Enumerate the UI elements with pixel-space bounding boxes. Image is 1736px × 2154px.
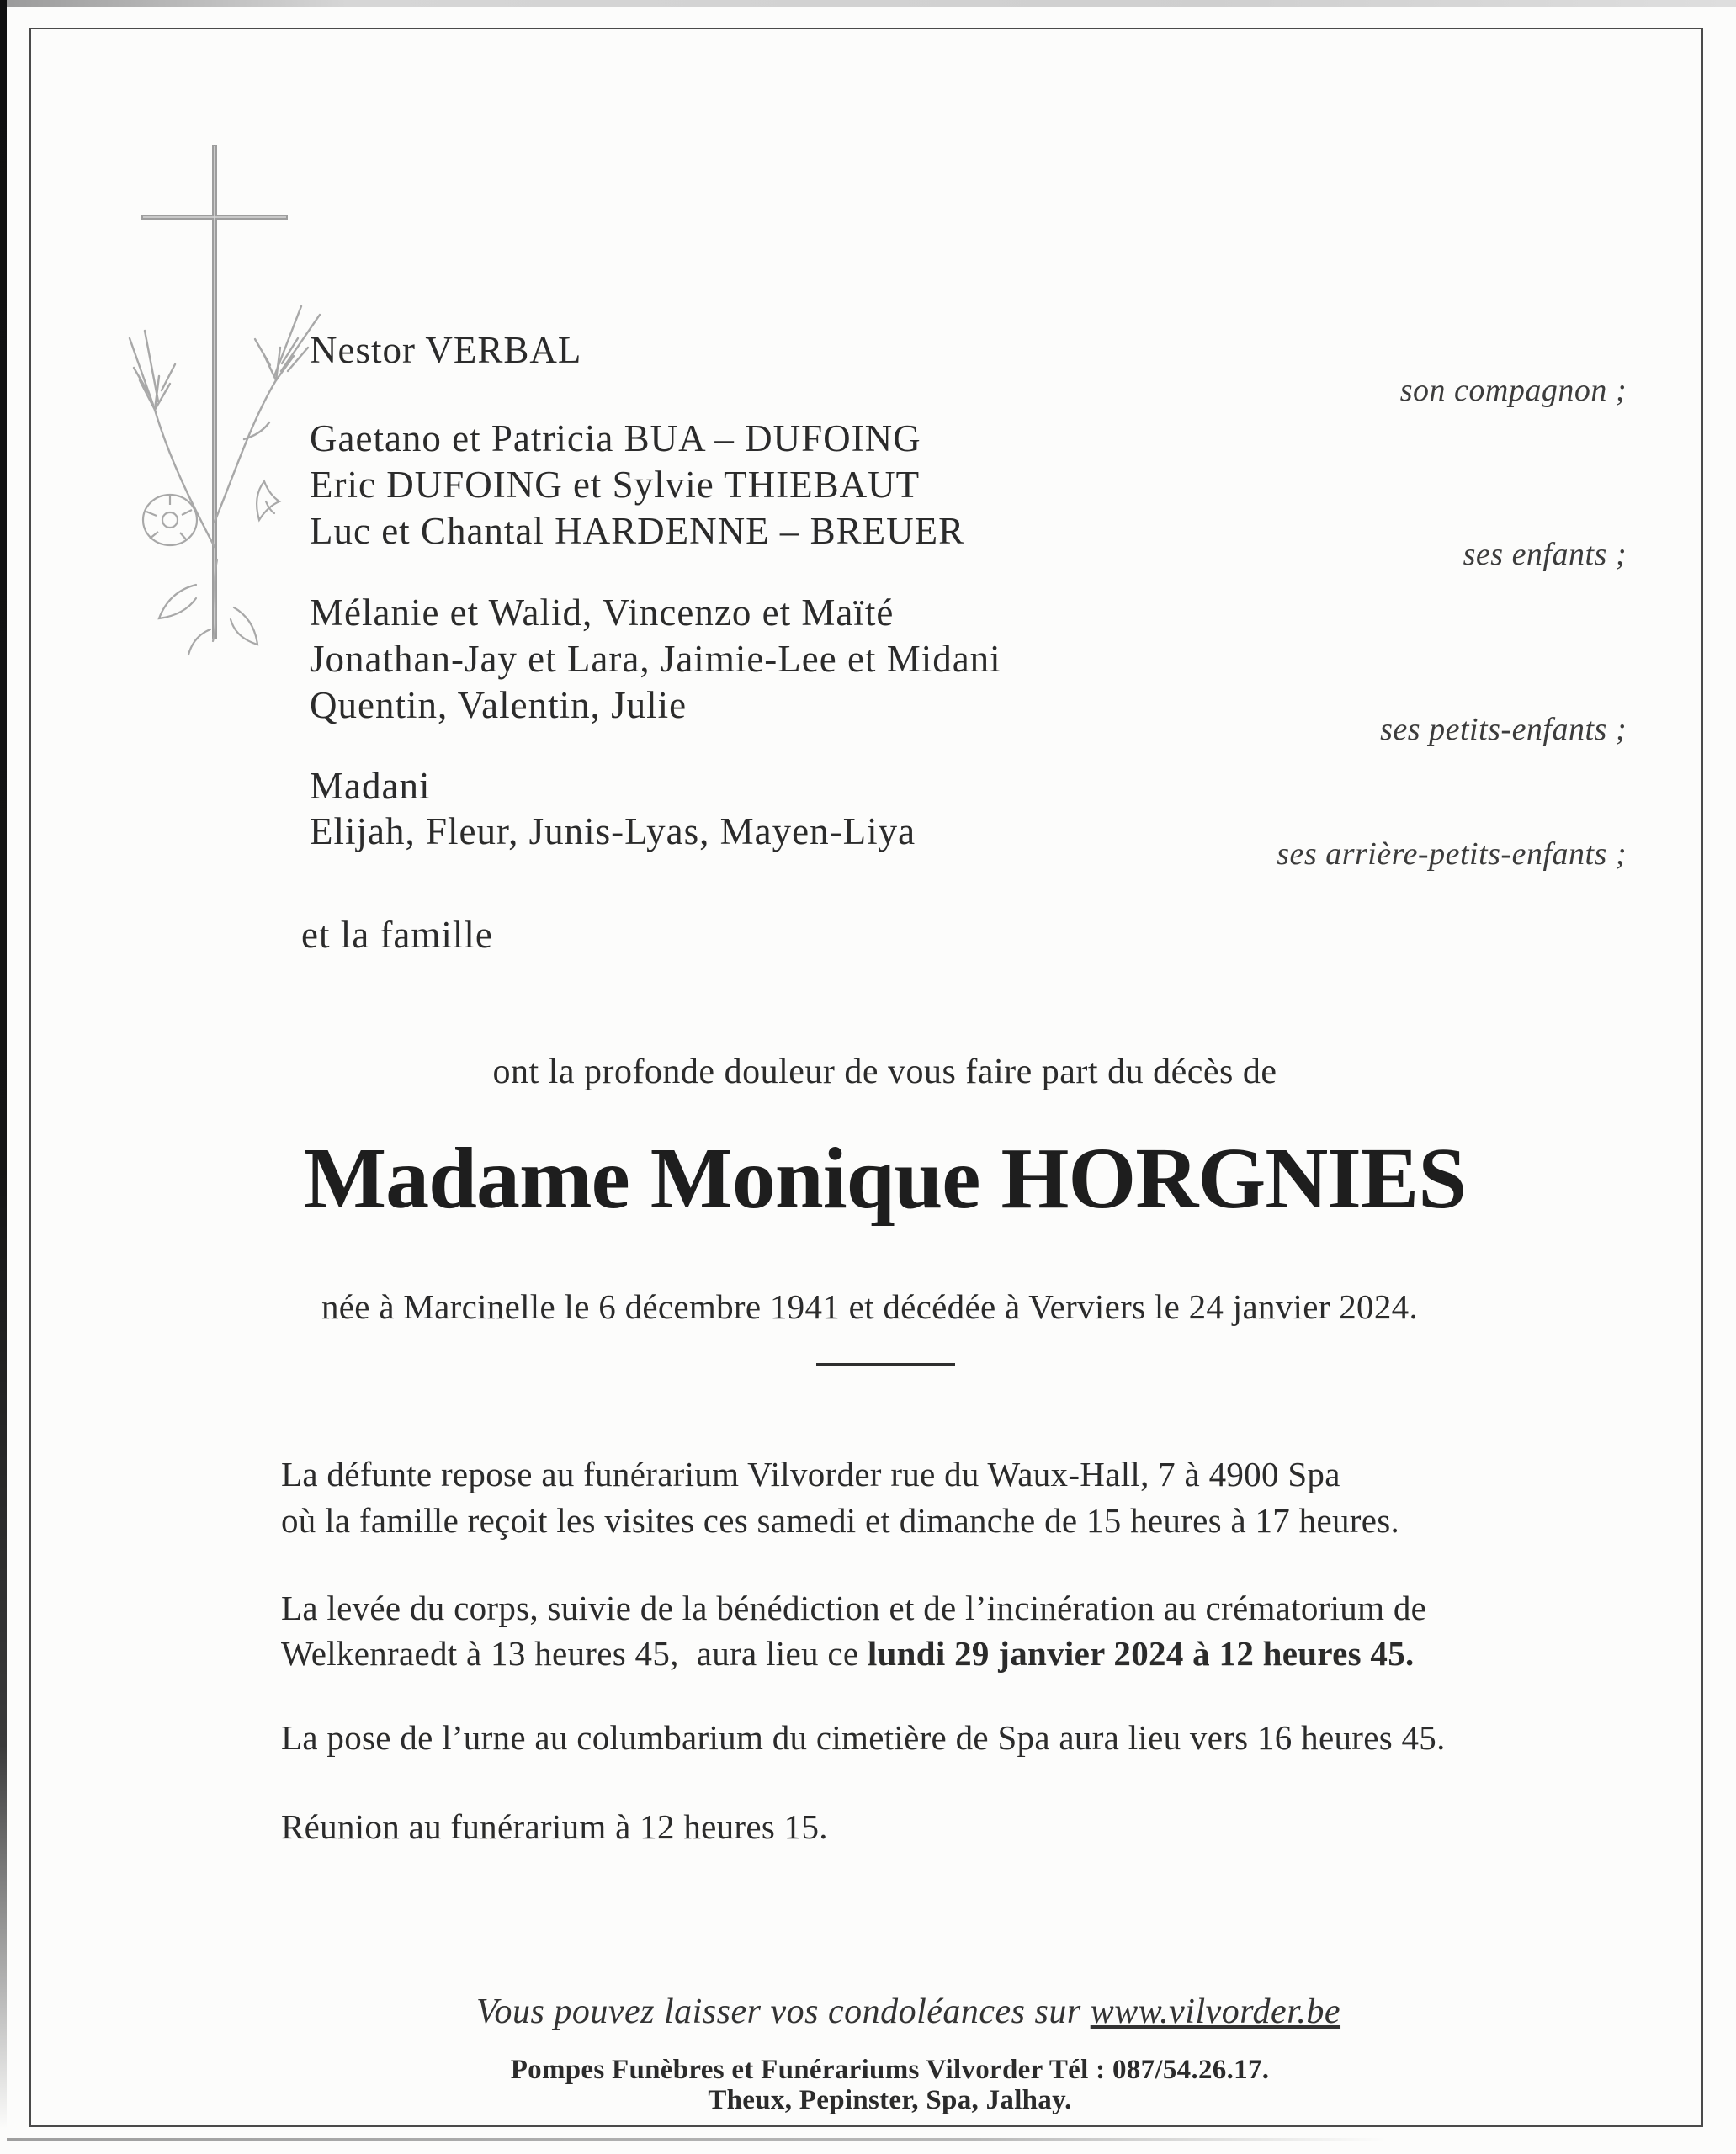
family-suffix-line: et la famille [301, 914, 493, 956]
wheat-ear-left-icon [130, 331, 215, 547]
mourner-name-line: Luc et Chantal HARDENNE – BREUER [310, 510, 965, 552]
cross-with-wheat-and-flowers-illustration [109, 126, 362, 665]
mourner-name-line: Quentin, Valentin, Julie [310, 684, 687, 726]
scan-edge-left [0, 0, 7, 2129]
funeral-home-locations: Theux, Pepinster, Spa, Jalhay. [708, 2085, 1072, 2115]
flower-bud-icon [257, 481, 279, 520]
life-dates-line: née à Marcinelle le 6 décembre 1941 et décédée à Verviers le 24 janvier 2024. [321, 1287, 1418, 1326]
intro-line: ont la profonde douleur de vous faire part du décès de [492, 1053, 1277, 1091]
mourner-name-line: Jonathan-Jay et Lara, Jaimie-Lee et Midani [310, 638, 1001, 680]
funeral-date-bold: lundi 29 janvier 2024 à 12 heures 45. [867, 1634, 1415, 1673]
urne-line: La pose de l’urne au columbarium du cimetière de Spa aura lieu vers 16 heures 45. [281, 1718, 1446, 1757]
condolence-url-link[interactable]: www.vilvorder.be [1090, 1992, 1341, 2031]
flower-icon [143, 495, 197, 545]
condolence-prefix: Vous pouvez laisser vos condoléances sur [475, 1992, 1091, 2031]
repose-line-2: où la famille reçoit les visites ces samedi et dimanche de 15 heures à 17 heures. [281, 1501, 1400, 1540]
relation-label-children: ses enfants ; [1463, 537, 1627, 572]
mourner-name-line: Mélanie et Walid, Vincenzo et Maïté [310, 592, 895, 634]
mourner-name-line: Elijah, Fleur, Junis-Lyas, Mayen-Liya [310, 810, 916, 852]
levee-line-2-normal: Welkenraedt à 13 heures 45, aura lieu ce [281, 1634, 868, 1673]
scan-shadow-bottom [7, 2138, 1387, 2141]
mourner-name-line: Eric DUFOING et Sylvie THIEBAUT [310, 464, 921, 506]
leaves-and-stem [159, 560, 257, 655]
mourner-name-line: Nestor VERBAL [310, 329, 582, 371]
reunion-line: Réunion au funérarium à 12 heures 15. [281, 1807, 828, 1846]
levee-line-2 [281, 1634, 1415, 1673]
deceased-name-title: Madame Monique HORGNIES [303, 1130, 1467, 1227]
scan-edge-top [0, 0, 1736, 7]
relation-label-grandchildren: ses petits-enfants ; [1380, 712, 1627, 747]
levee-line-1: La levée du corps, suivie de la bénédiction et de l’incinération au crématorium de [281, 1589, 1427, 1627]
relation-label-companion: son compagnon ; [1399, 373, 1627, 408]
repose-line-1: La défunte repose au funérarium Vilvorder rue du Waux-Hall, 7 à 4900 Spa [281, 1455, 1340, 1493]
condolence-line [40, 1994, 1736, 2029]
section-divider [816, 1363, 955, 1366]
relation-label-great-grandchildren: ses arrière-petits-enfants ; [1277, 836, 1627, 872]
mourner-name-line: Madani [310, 765, 431, 807]
mourner-name-line: Gaetano et Patricia BUA – DUFOING [310, 417, 921, 459]
funeral-home-line: Pompes Funèbres et Funérariums Vilvorder Tél : 087/54.26.17. [510, 2055, 1270, 2085]
